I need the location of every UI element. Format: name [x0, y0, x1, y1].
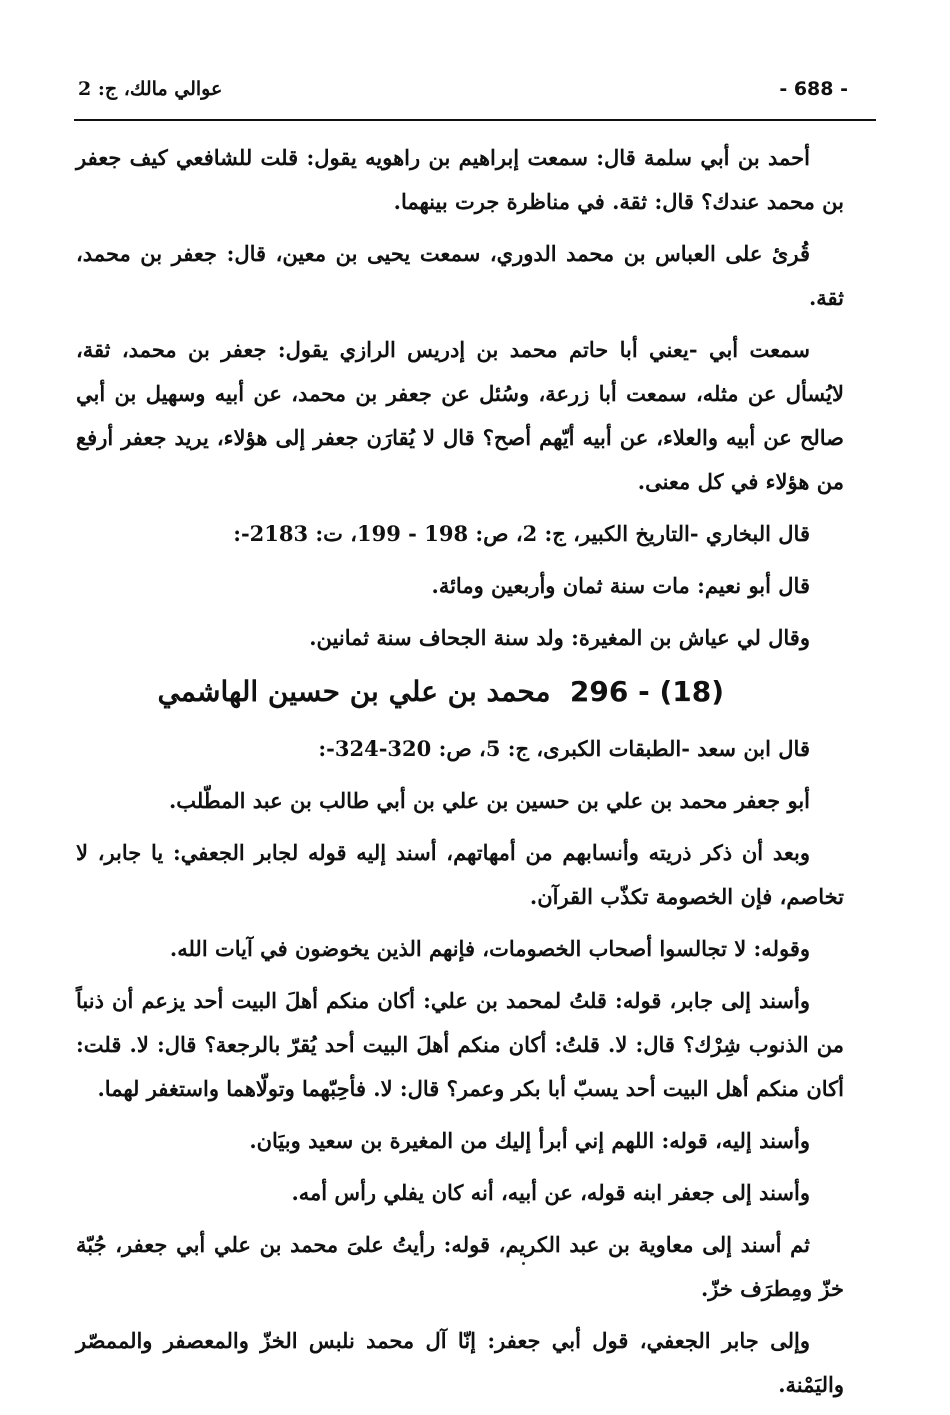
scan-speck	[522, 1262, 525, 1265]
entry-heading	[76, 668, 844, 717]
paragraph: قال أبو نعيم: مات سنة ثمان وأربعين ومائة.	[431, 573, 810, 598]
paragraph: وبعد أن ذكر ذريته وأنسابهم من أمهاتهم، أسند إليه قوله لجابر الجعفي: يا جابر، لا تخاصم، فإن الخصومة تكذّب القرآن.	[76, 840, 844, 909]
paragraph: أحمد بن أبي سلمة قال: سمعت إبراهيم بن راهويه يقول: قلت للشافعي كيف جعفر بن محمد عندك؟ قال: ثقة. في مناظرة جرت بينهما.	[76, 145, 844, 214]
paragraph: ثم أسند إلى معاوية بن عبد الكريم، قوله: رأيتُ علىَ محمد بن علي أبي جعفر، جُبّة خزّ ومِطرَف خزّ.	[76, 1232, 844, 1301]
page-body	[76, 136, 844, 1415]
page-header	[78, 78, 848, 110]
source-citation: قال ابن سعد -الطبقات الكبرى، ج: 5، ص: 320-324-:	[318, 736, 810, 761]
paragraph: وإلى جابر الجعفي، قول أبي جعفر: إنّا آل محمد نلبس الخزّ والمعصفر والممصّر واليَمْنة.	[76, 1328, 844, 1397]
paragraph: وأسند إليه، قوله: اللهم إني أبرأ إليك من المغيرة بن سعيد وبيَان.	[249, 1128, 810, 1153]
paragraph: وقوله: لا تجالسوا أصحاب الخصومات، فإنهم الذين يخوضون في آيات الله.	[169, 936, 810, 961]
paragraph: أبو جعفر محمد بن علي بن حسين بن علي بن أبي طالب بن عبد المطّلب.	[168, 788, 810, 813]
header-divider	[74, 119, 876, 121]
source-citation: قال البخاري -التاريخ الكبير، ج: 2، ص: 198 - 199، ت: 2183-:	[233, 521, 810, 546]
paragraph: قُرئ على العباس بن محمد الدوري، سمعت يحيى بن معين، قال: جعفر بن محمد، ثقة.	[76, 241, 844, 310]
entry-number: 296 - (18)	[569, 675, 724, 708]
running-title: عوالي مالك، ج: 2	[78, 78, 223, 100]
entry-name: محمد بن علي بن حسين الهاشمي	[157, 675, 551, 708]
paragraph: وأسند إلى جابر، قوله: قلتُ لمحمد بن علي: أكان منكم أهلَ البيت أحد يزعم أن ذنباً من الذنوب شِرْك؟ قال: لا. قلتُ: أكان منكم أهلَ البيت أحد يُقرّ بالرجعة؟ قال: لا. قلت: أكان منكم أهل البيت أحد يسبّ أبا بكر وعمر؟ قال: لا. فأحِبّهما وتولّاهما واستغفر لهما.	[76, 988, 844, 1101]
paragraph: وأسند إلى جعفر ابنه قوله، عن أبيه، أنه كان يفلي رأس أمه.	[291, 1180, 810, 1205]
paragraph: وقال لي عياش بن المغيرة: ولد سنة الجحاف سنة ثمانين.	[309, 625, 810, 650]
page-number: - 688 -	[779, 78, 848, 100]
paragraph: سمعت أبي -يعني أبا حاتم محمد بن إدريس الرازي يقول: جعفر بن محمد، ثقة، لايُسأل عن مثله، سمعت أبا زرعة، وسُئل عن جعفر بن محمد، عن أبيه وسهيل بن أبي صالح عن أبيه والعلاء، عن أبيه أيّهم أصح؟ قال لا يُقارَن جعفر إلى هؤلاء، يريد جعفر أرفع من هؤلاء في كل معنى.	[76, 337, 844, 494]
